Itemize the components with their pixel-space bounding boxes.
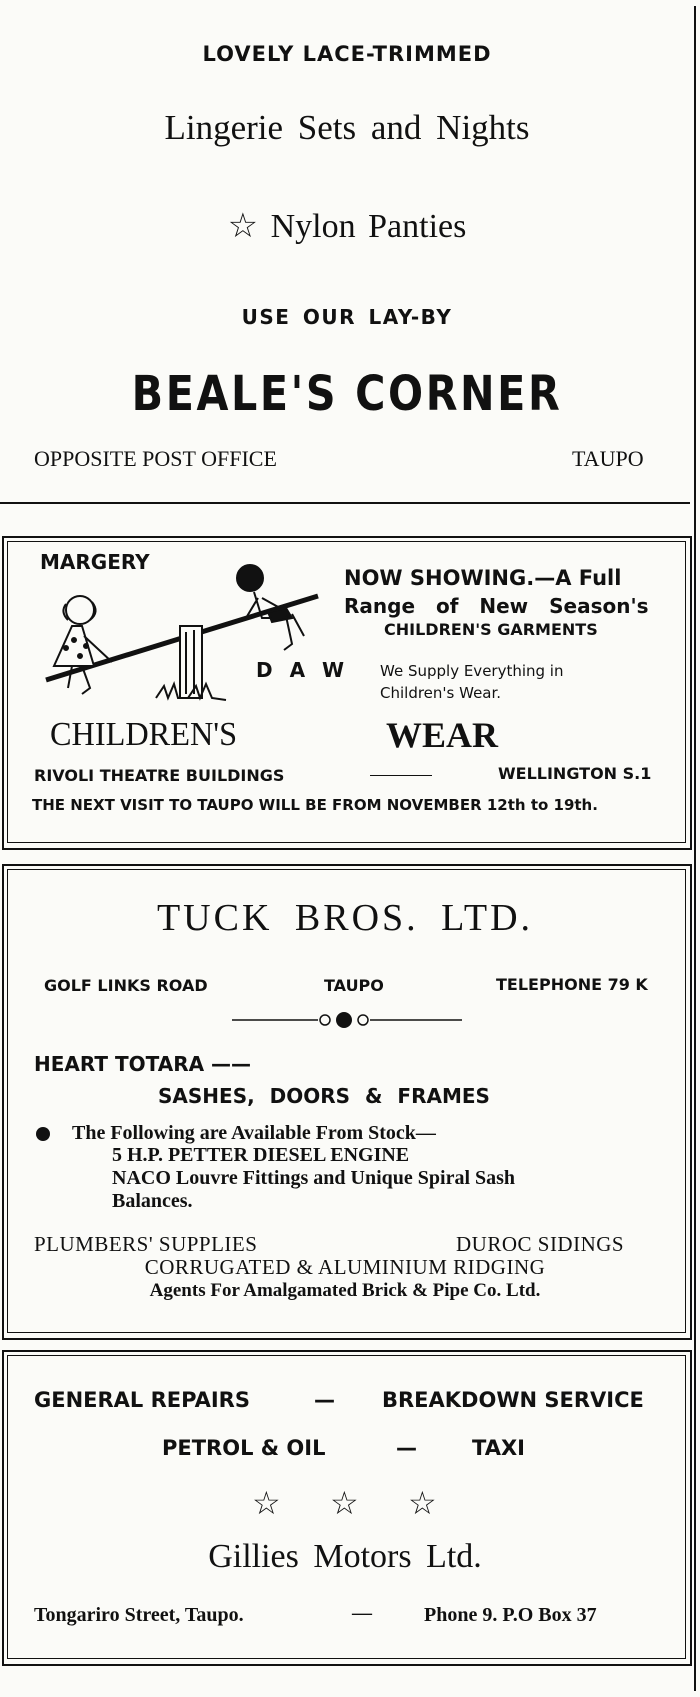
corrugated-ridging: CORRUGATED & ALUMINIUM RIDGING (144, 1255, 546, 1279)
daw-label: D A W (256, 658, 350, 682)
now-showing-line: NOW SHOWING.—A Full (344, 566, 622, 590)
tongariro-street: Tongariro Street, Taupo. (34, 1604, 244, 1626)
children-seesaw-illustration (36, 548, 336, 713)
tuck-bros-title: TUCK BROS. LTD. (156, 897, 534, 939)
phone-po-box: Phone 9. P.O Box 37 (424, 1604, 597, 1626)
naco-louvre-line-2: Balances. (112, 1190, 193, 1212)
rivoli-address: RIVOLI THEATRE BUILDINGS (34, 766, 285, 785)
beales-corner-title: BEALE'S CORNER (131, 366, 563, 422)
childrens-garments-line: CHILDREN'S GARMENTS (384, 620, 598, 639)
gillies-motors-title: Gillies Motors Ltd. (208, 1538, 482, 1575)
supply-line-1: We Supply Everything in (380, 662, 564, 680)
star-icon: ☆ (408, 1485, 437, 1521)
naco-louvre-line-1: NACO Louvre Fittings and Unique Spiral Sash (112, 1167, 516, 1189)
dash-separator: — (314, 1388, 335, 1412)
wear-word: WEAR (386, 715, 499, 755)
petrol-oil: PETROL & OIL (162, 1436, 326, 1460)
star-icon: ☆ (252, 1485, 281, 1521)
following-available: The Following are Available From Stock— (72, 1122, 436, 1144)
lingerie-heading: Lingerie Sets and Nights (164, 108, 530, 147)
lace-trimmed-heading: LOVELY LACE-TRIMMED (202, 42, 492, 66)
plumbers-supplies: PLUMBERS' SUPPLIES (34, 1232, 258, 1256)
wellington-address: WELLINGTON S.1 (498, 764, 652, 783)
new-season-line: Range of New Season's (344, 594, 649, 618)
address-dash (370, 775, 432, 776)
heart-totara: HEART TOTARA —— (34, 1052, 252, 1076)
golf-links-road: GOLF LINKS ROAD (44, 976, 208, 995)
star-icon: ☆ (330, 1485, 359, 1521)
taupo-label: TAUPO (572, 446, 644, 471)
duroc-sidings: DUROC SIDINGS (456, 1232, 625, 1256)
nylon-text: Nylon Panties (270, 208, 467, 245)
star-icon: ☆ (227, 208, 259, 245)
agents-line: Agents For Amalgamated Brick & Pipe Co. Ltd. (149, 1280, 541, 1301)
breakdown-service: BREAKDOWN SERVICE (382, 1388, 644, 1412)
taxi-label: TAXI (472, 1436, 525, 1460)
lay-by-heading: USE OUR LAY-BY (241, 305, 453, 329)
bullet-icon (36, 1127, 50, 1141)
supply-line-2: Children's Wear. (380, 684, 502, 702)
taupo-town: TAUPO (324, 976, 384, 995)
petter-diesel-engine: 5 H.P. PETTER DIESEL ENGINE (112, 1144, 410, 1166)
dash-separator: — (352, 1602, 372, 1624)
opposite-post-office: OPPOSITE POST OFFICE (34, 446, 277, 471)
divider (0, 502, 690, 504)
sashes-doors-frames: SASHES, DOORS & FRAMES (158, 1084, 490, 1108)
page-right-border (694, 6, 696, 1691)
telephone-number: TELEPHONE 79 K (496, 975, 648, 994)
ornament-divider (232, 1010, 462, 1030)
next-visit-line: THE NEXT VISIT TO TAUPO WILL BE FROM NOVEMBER 12th to 19th. (32, 796, 598, 814)
dash-separator: — (396, 1436, 417, 1460)
margery-label: MARGERY (40, 550, 150, 574)
general-repairs: GENERAL REPAIRS (34, 1388, 250, 1412)
childrens-word: CHILDREN'S (50, 716, 238, 753)
nylon-line (0, 206, 694, 246)
